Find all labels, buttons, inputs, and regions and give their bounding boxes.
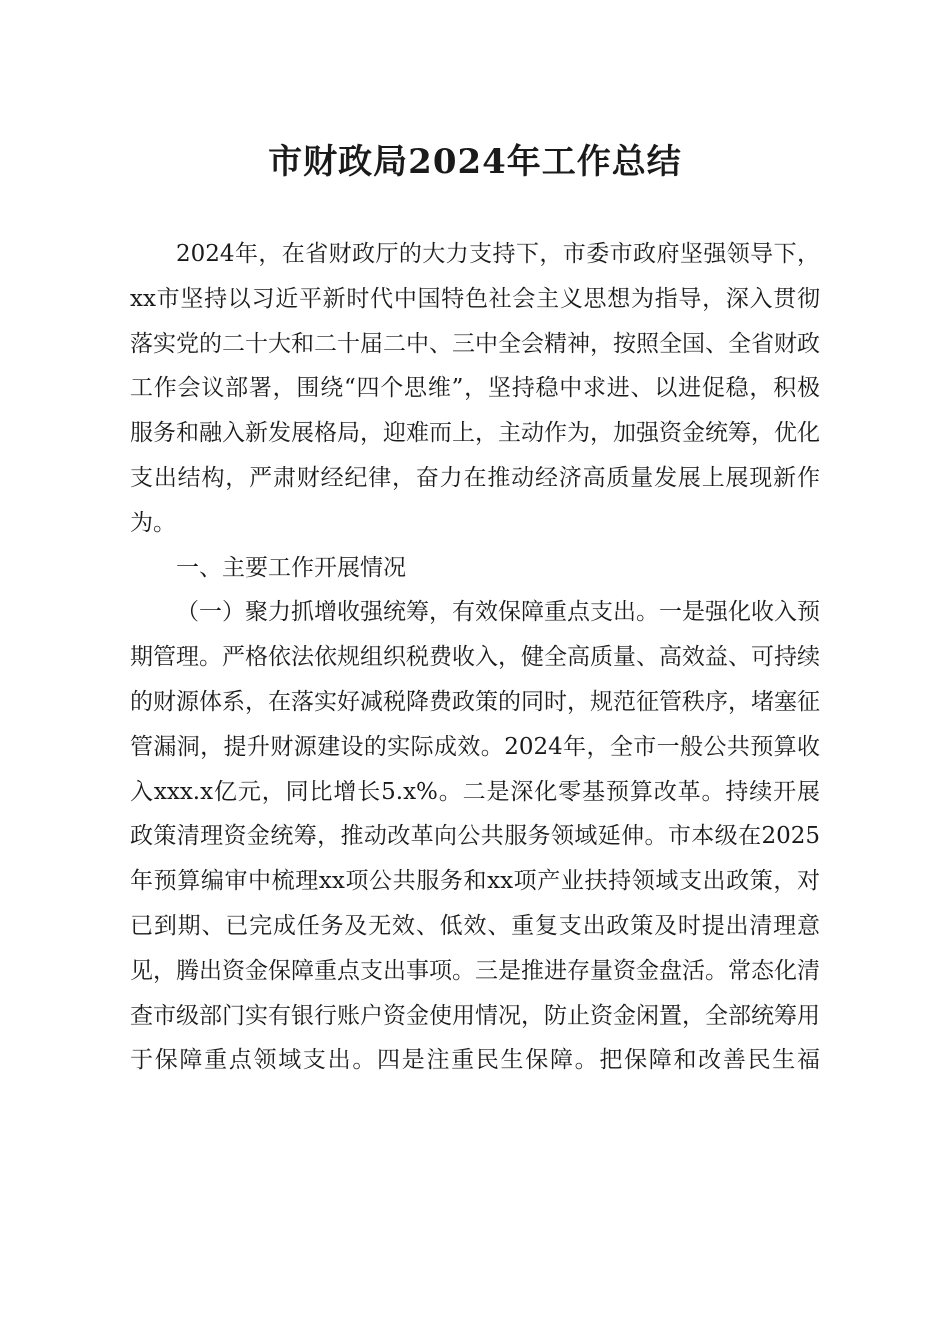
document-title: 市财政局2024年工作总结 (268, 142, 682, 182)
document-body (130, 232, 820, 1083)
subsection-heading: （一）聚力抓增收强统筹，有效保障重点支出。 (176, 599, 659, 626)
section-heading: 一、主要工作开展情况 (176, 554, 406, 581)
intro-paragraph: 2024年，在省财政厅的大力支持下，市委市政府坚强领导下，xx市坚持以习近平新时代中国特色社会主义思想为指导，深入贯彻落实党的二十大和二十届二中、三中全会精神，按照全国、全省财政工作会议部署，围绕“四个思维”，坚持稳中求进、以进促稳，积极服务和融入新发展格局，迎难而上，主动作为，加强资金统筹，优化支出结构，严肃财经纪律，奋力在推动经济高质量发展上展现新作为。 (130, 241, 820, 536)
subsection-paragraph (130, 590, 820, 1083)
subsection-body: 一是强化收入预期管理。严格依法依规组织税费收入，健全高质量、高效益、可持续的财源体系，在落实好减税降费政策的同时，规范征管秩序，堵塞征管漏洞，提升财源建设的实际成效。2024年，全市一般公共预算收入xxx.x亿元，同比增长5.x%。二是深化零基预算改革。持续开展政策清理资金统筹，推动改革向公共服务领域延伸。市本级在2025年预算编审中梳理xx项公共服务和xx项产业扶持领域支出政策，对已到期、已完成任务及无效、低效、重复支出政策及时提出清理意见，腾出资金保障重点支出事项。三是推进存量资金盘活。常态化清查市级部门实有银行账户资金使用情况，防止资金闲置，全部统筹用于保障重点领域支出。四是注重民生保障。把保障和改善民生福 (130, 599, 820, 1074)
